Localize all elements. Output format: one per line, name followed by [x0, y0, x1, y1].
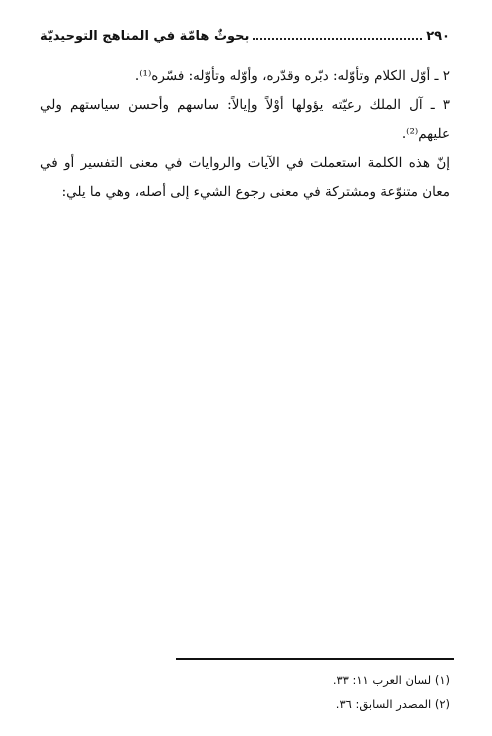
paragraph-item-2: ٢ ـ أوّل الكلام وتأوّله: دبّره وقدّره، وأوّله وتأوّله: فسّره⁽¹⁾. [134, 68, 450, 84]
main-text [40, 62, 450, 207]
footnotes [40, 668, 450, 716]
paragraph-item-3: ٣ ـ آل الملك رعيّته يؤولها أوْلاً وإيالاً: ساسهم وأحسن سياستهم ولي عليهم⁽²⁾. [40, 97, 450, 142]
running-header-title: بحوثٌ هامّة في المناهج التوحيديّة [40, 29, 250, 44]
footnote-separator [176, 658, 454, 660]
header-dot-leader [253, 38, 422, 40]
running-header [40, 22, 450, 44]
footnote-1: (١) لسان العرب ١١: ٣٣. [332, 673, 450, 687]
paragraph-conclusion: إنّ هذه الكلمة استعملت في الآيات والروايات في معنى التفسير أو في معان متنوّعة ومشتركة في معنى رجوع الشيء إلى أصله، وهي ما يلي: [40, 155, 450, 200]
footnote-2: (٢) المصدر السابق: ٣٦. [335, 697, 450, 711]
page-number: ٢٩٠ [426, 29, 450, 44]
